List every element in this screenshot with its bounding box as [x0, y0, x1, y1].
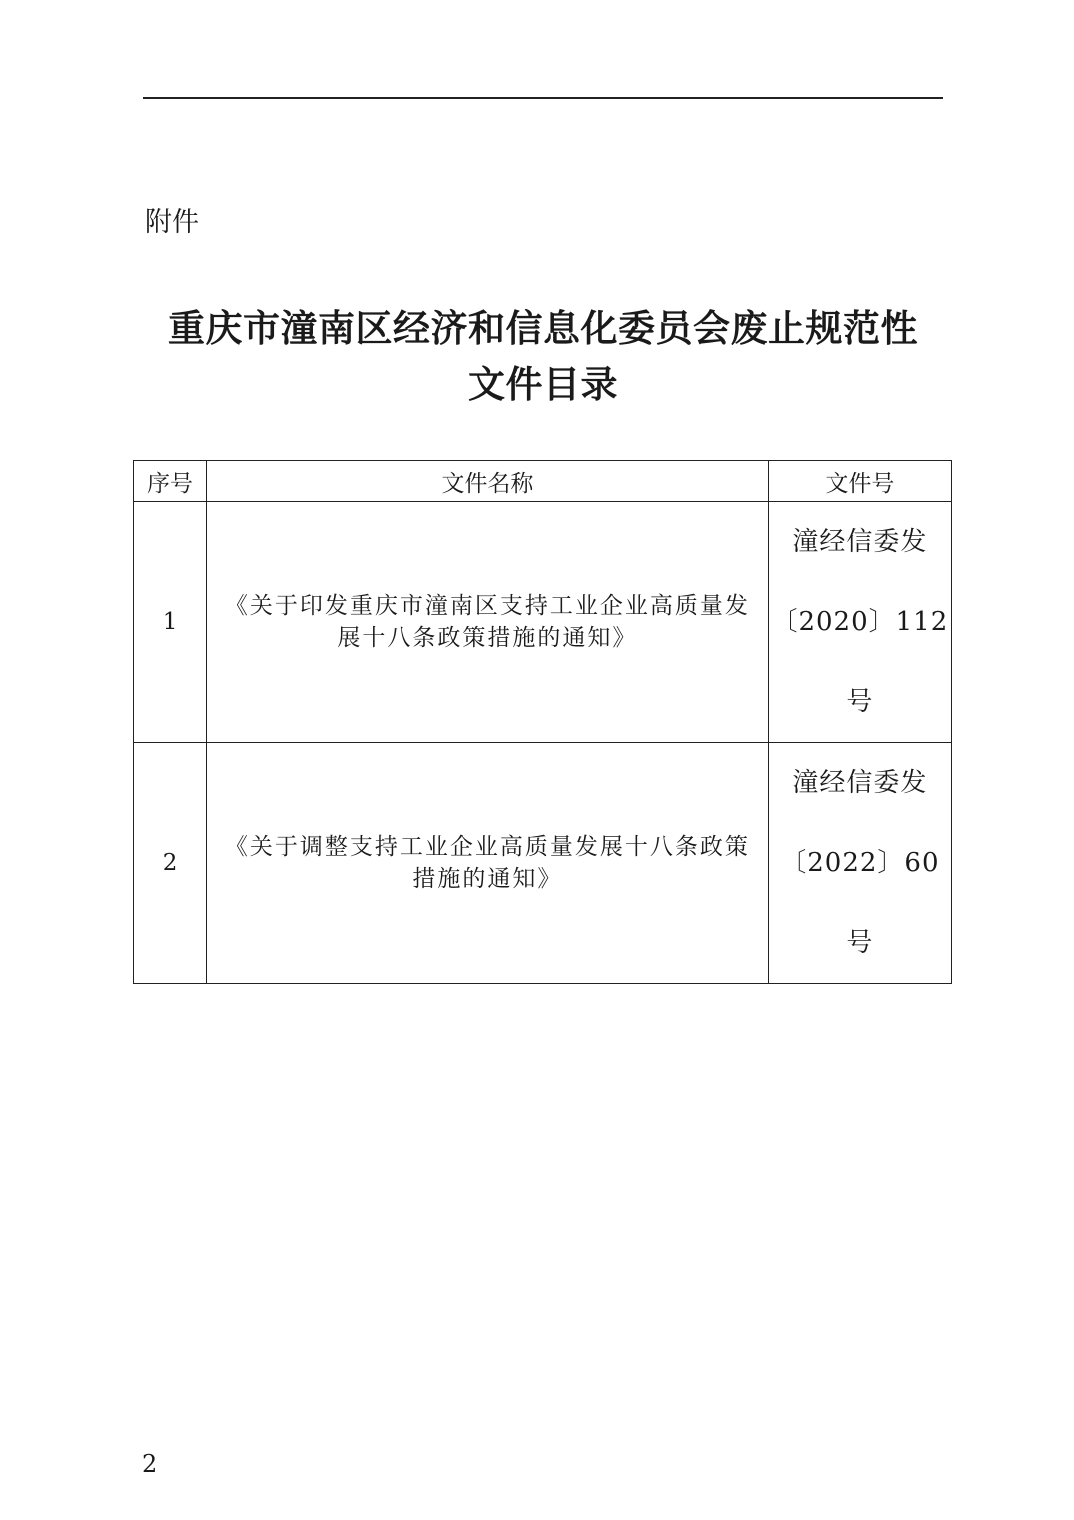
document-title-line-2: 文件目录: [468, 362, 618, 406]
document-title: [130, 300, 956, 412]
row-seq: 1: [134, 502, 207, 743]
doc-no-line-1: 潼经信委发: [792, 527, 928, 557]
page-number: 2: [142, 1450, 158, 1478]
header-name: 文件名称: [207, 461, 769, 502]
row-doc-name: 《关于调整支持工业企业高质量发展十八条政策措施的通知》: [207, 743, 769, 984]
doc-no-line-1: 潼经信委发: [792, 768, 928, 798]
doc-no-line-3: 号: [846, 687, 874, 717]
header-doc-no: 文件号: [768, 461, 951, 502]
row-doc-no: [768, 743, 951, 984]
doc-no-line-3: 号: [846, 928, 874, 958]
table-row: [134, 743, 952, 984]
row-seq: 2: [134, 743, 207, 984]
document-title-line-1: 重庆市潼南区经济和信息化委员会废止规范性: [168, 306, 918, 350]
repealed-documents-table: [133, 460, 952, 984]
table-header-row: [134, 461, 952, 502]
doc-no-line-2: 〔2022〕60: [780, 848, 940, 878]
header-rule: [143, 97, 943, 99]
row-doc-no: [768, 502, 951, 743]
header-seq: 序号: [134, 461, 207, 502]
doc-no-line-2: 〔2020〕112: [771, 607, 949, 637]
attachment-label: 附件: [145, 207, 199, 238]
table-row: [134, 502, 952, 743]
row-doc-name: 《关于印发重庆市潼南区支持工业企业高质量发展十八条政策措施的通知》: [207, 502, 769, 743]
